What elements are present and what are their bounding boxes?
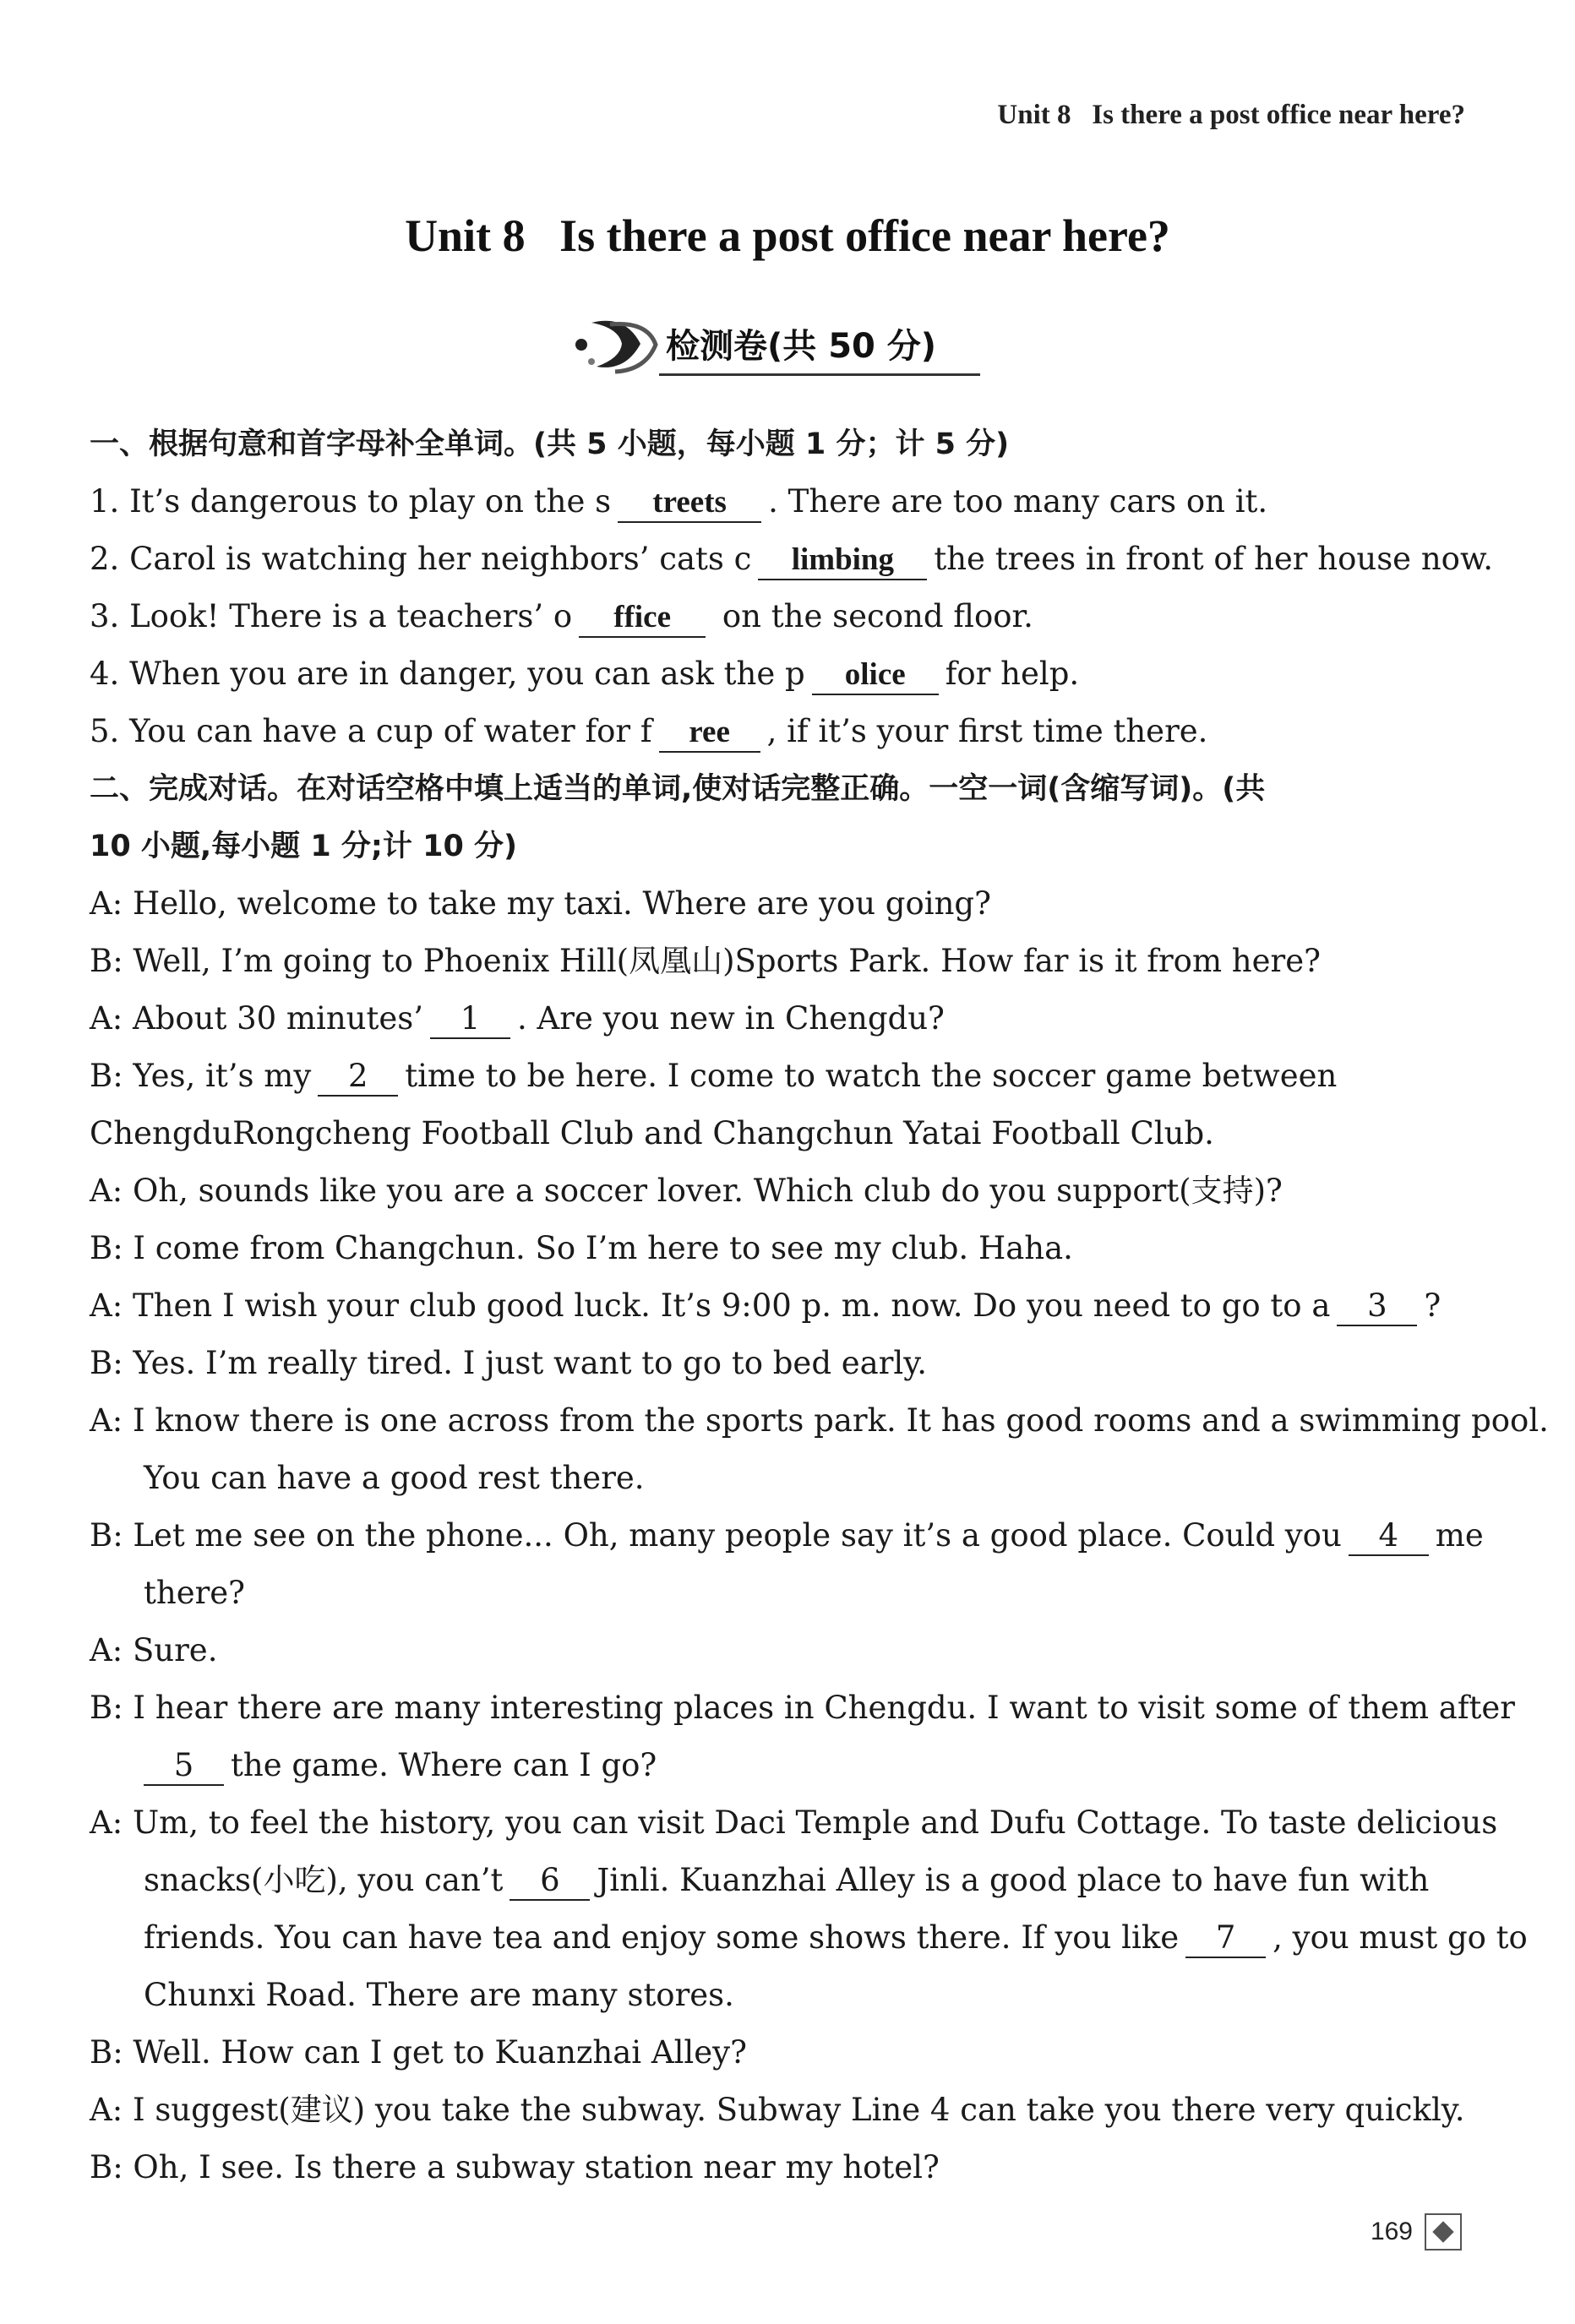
q2-answer: limbing [758,542,927,580]
q5-text: 5. You can have a cup of water for f [90,713,652,749]
blank-1: 1 [430,1000,510,1039]
q3-text: 3. Look! There is a teachers’ o [90,598,573,634]
page-title: Unit 8 Is there a post office near here? [405,210,1170,261]
dialogue-text: me [1435,1517,1484,1554]
dialogue-line: ChengduRongcheng Football Club and Changchun Yatai Football Club. [90,1115,1214,1151]
question-5 [90,703,1484,760]
dialogue-line: B: I come from Changchun. So I’m here to see my club. Haha. [90,1230,1073,1266]
blank-4: 4 [1349,1517,1429,1556]
dialogue-line [90,1507,1484,1565]
q4-answer: olice [812,656,939,695]
worksheet-content [90,416,1549,2196]
q1-answer: treets [618,484,761,523]
page-number: 169 [1370,2218,1413,2245]
dialogue-text: friends. You can have tea and enjoy some shows there. If you like [144,1919,1180,1956]
dialogue-text: the game. Where can I go? [231,1747,657,1783]
q2-text-after: the trees in front of her house now. [934,541,1493,577]
dialogue-line: B: Oh, I see. Is there a subway station near my hotel? [90,2149,940,2185]
dialogue-line: B: I hear there are many interesting places in Chengdu. I want to visit some of them after [90,1690,1515,1726]
q1-text: 1. It’s dangerous to play on the s [90,483,612,520]
dialogue-line [90,1048,1484,1105]
q4-text: 4. When you are in danger, you can ask the p [90,656,805,692]
badge-underline [659,373,980,376]
dialogue-text: , you must go to [1273,1919,1528,1956]
dialogue-line: A: Um, to feel the history, you can visit Daci Temple and Dufu Cottage. To taste delicious [90,1804,1498,1841]
dialogue-line [90,1737,1484,1794]
dialogue-text: time to be here. I come to watch the soccer game between [405,1058,1338,1094]
dialogue-text: B: Yes, it’s my [90,1058,312,1094]
dialogue-line: A: Oh, sounds like you are a soccer lover. Which club do you support(支持)? [90,1173,1283,1209]
running-head: Unit 8 Is there a post office near here? [997,100,1465,130]
question-3 [90,588,1484,645]
dialogue-line [90,1909,1528,1967]
q3-answer: ffice [579,599,706,638]
dialogue-line: B: Yes. I’m really tired. I just want to go to bed early. [90,1345,927,1381]
dialogue-line: Chunxi Road. There are many stores. [144,1977,734,2013]
dialogue-line: there? [144,1575,246,1611]
dialogue-text: A: Then I wish your club good luck. It’s 9:00 p. m. now. Do you need to go to a [90,1287,1331,1324]
dialogue-text: B: Let me see on the phone... Oh, many people say it’s a good place. Could you [90,1517,1342,1554]
test-badge [566,306,989,387]
dialogue-line [90,1277,1484,1335]
q4-text-after: for help. [945,656,1080,692]
dialogue-line: B: Well. How can I get to Kuanzhai Alley? [90,2034,747,2071]
dialogue-line: A: I know there is one across from the sports park. It has good rooms and a swimming pool. [90,1402,1549,1439]
q2-text: 2. Carol is watching her neighbors’ cats c [90,541,752,577]
section2-heading-line2: 10 小题,每小题 1 分;计 10 分) [90,830,517,863]
question-2 [90,531,1493,588]
dialogue-line: You can have a good rest there. [144,1460,645,1496]
dialogue-line: A: Sure. [90,1632,218,1668]
dialogue-text: ? [1424,1287,1441,1324]
dialogue-line: A: Hello, welcome to take my taxi. Where are you going? [90,885,991,922]
blank-3: 3 [1337,1287,1417,1326]
q5-text-after: , if it’s your first time there. [766,713,1208,749]
blank-2: 2 [318,1058,398,1097]
dialogue-text: . Are you new in Chengdu? [517,1000,945,1037]
dialogue-text: A: About 30 minutes’ [90,1000,424,1037]
blank-7: 7 [1185,1919,1266,1958]
page-footer [1371,2213,1462,2251]
question-4 [90,645,1484,703]
dialogue-line: B: Well, I’m going to Phoenix Hill(凤凰山)Sports Park. How far is it from here? [90,943,1321,979]
dialogue-text: Jinli. Kuanzhai Alley is a good place to have fun with [597,1862,1430,1898]
badge-swirl-icon [566,306,668,382]
dialogue-text: snacks(小吃), you can’t [144,1862,504,1898]
q3-text-after: on the second floor. [712,598,1033,634]
dialogue-line: A: I suggest(建议) you take the subway. Subway Line 4 can take you there very quickly. [90,2092,1465,2128]
dialogue-line [90,990,1484,1048]
q1-text-after: . There are too many cars on it. [768,483,1268,520]
section1-heading: 一、根据句意和首字母补全单词。(共 5 小题，每小题 1 分；计 5 分) [90,427,1010,461]
dialogue-line [90,1852,1484,1909]
question-1 [90,473,1484,531]
badge-label: 检测卷(共 50 分) [666,327,937,366]
blank-5: 5 [144,1747,224,1786]
q5-answer: ree [659,714,760,753]
blank-6: 6 [510,1862,590,1901]
section2-heading-line1: 二、完成对话。在对话空格中填上适当的单词,使对话完整正确。一空一词(含缩写词)。(共 [90,772,1266,806]
diamond-icon [1425,2213,1462,2251]
